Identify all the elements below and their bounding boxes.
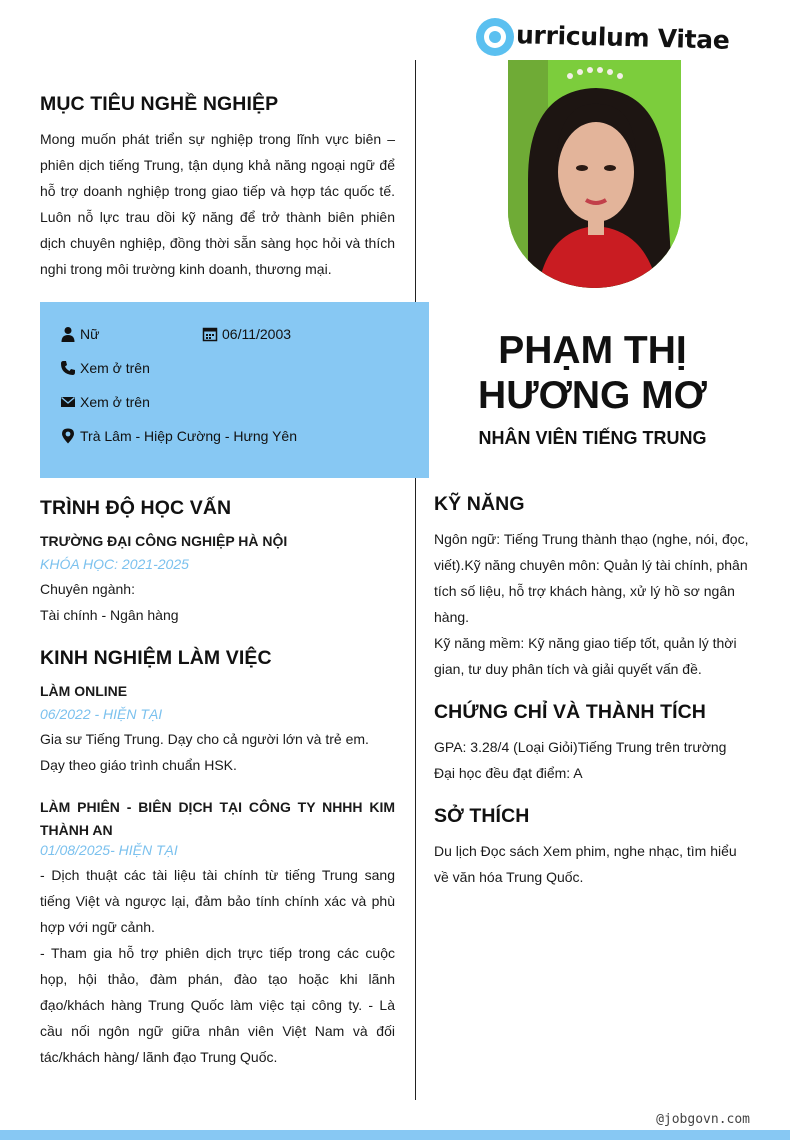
major-label: Chuyên ngành: <box>40 581 135 597</box>
candidate-name: PHẠM THỊ HƯƠNG MƠ <box>478 329 707 417</box>
skills-title: KỸ NĂNG <box>434 493 525 515</box>
job-company: LÀM PHIÊN - BIÊN DỊCH TẠI CÔNG TY NHHH KIM THÀNH AN <box>40 799 395 838</box>
major-value: Tài chính - Ngân hàng <box>40 607 179 623</box>
education-title: TRÌNH ĐỘ HỌC VẤN <box>40 497 232 519</box>
experience-title: KINH NGHIỆM LÀM VIỆC <box>40 647 272 669</box>
phone-icon <box>60 360 76 376</box>
skills-text: Ngôn ngữ: Tiếng Trung thành thạo (nghe, nói, đọc, viết).Kỹ năng chuyên môn: Quản lý tài chính, phân tích số liệu, hỗ trợ khách hàng, xử lý hồ sơ ngân hàng. Kỹ năng mềm: Kỹ năng giao tiếp tốt, quản lý thời gian, tư duy phân tích và giải quyết vấn đề. <box>434 531 749 677</box>
phone-value: Xem ở trên <box>80 360 150 376</box>
job-company: LÀM ONLINE <box>40 683 128 699</box>
gender-value: Nữ <box>80 326 100 342</box>
footer-url: @jobgovn.com <box>656 1112 750 1127</box>
objective-title: MỤC TIÊU NGHỀ NGHIỆP <box>40 93 279 115</box>
logo-c-icon <box>476 18 514 56</box>
dob-row <box>202 326 291 342</box>
calendar-icon <box>202 326 218 342</box>
profile-photo <box>508 60 681 288</box>
job-dates: 06/2022 - HIỆN TẠI <box>40 706 163 722</box>
logo-text: urriculum Vitae <box>515 19 730 55</box>
school-name: TRƯỜNG ĐẠI CÔNG NGHIỆP HÀ NỘI <box>40 533 288 549</box>
address-value: Trà Lâm - Hiệp Cường - Hưng Yên <box>80 428 298 444</box>
course-dates: KHÓA HỌC: 2021-2025 <box>40 556 189 572</box>
email-value: Xem ở trên <box>80 394 150 410</box>
column-divider <box>415 60 416 1100</box>
job-description: - Dịch thuật các tài liệu tài chính từ tiếng Trung sang tiếng Việt và ngược lại, đảm bảo tính chính xác và phù hợp với ngữ cảnh. - Tham gia hỗ trợ phiên dịch trực tiếp trong các cuộc họp, hội thảo, đàm phán, đào tạo hoặc khi lãnh đạo/khách hàng Trung Quốc làm việc tại công ty. - Là cầu nối ngôn ngữ giữa nhân viên Việt Nam và đối tác/khách hàng/ lãnh đạo Trung Quốc. <box>40 867 395 1065</box>
certificates-text: GPA: 3.28/4 (Loại Giỏi)Tiếng Trung trên trường Đại học đều đạt điểm: A <box>434 739 727 781</box>
job-dates: 01/08/2025- HIỆN TẠI <box>40 842 178 858</box>
contact-info-box <box>40 302 429 478</box>
map-pin-icon <box>60 428 76 444</box>
address-row <box>60 428 297 444</box>
job-title: NHÂN VIÊN TIẾNG TRUNG <box>478 428 707 448</box>
hobbies-title: SỞ THÍCH <box>434 805 530 827</box>
footer-bar <box>0 1130 790 1140</box>
hobbies-text: Du lịch Đọc sách Xem phim, nghe nhạc, tìm hiểu về văn hóa Trung Quốc. <box>434 843 737 885</box>
envelope-icon <box>60 394 76 410</box>
email-row <box>60 394 150 410</box>
job-description: Gia sư Tiếng Trung. Dạy cho cả người lớn và trẻ em. Dạy theo giáo trình chuẩn HSK. <box>40 731 369 773</box>
objective-text: Mong muốn phát triển sự nghiệp trong lĩnh vực biên – phiên dịch tiếng Trung, tận dụng khả năng ngoại ngữ để hỗ trợ doanh nghiệp trong giao tiếp và hợp tác quốc tế. Luôn nỗ lực trau dồi kỹ năng để trở thành biên phiên dịch chuyên nghiệp, đồng thời sẵn sàng học hỏi và thích nghi trong môi trường kinh doanh, thương mại. <box>40 131 395 277</box>
phone-row <box>60 360 150 376</box>
cv-logo <box>476 16 730 58</box>
person-icon <box>60 326 76 342</box>
dob-value: 06/11/2003 <box>222 326 292 342</box>
gender-row <box>60 326 99 342</box>
certificates-title: CHỨNG CHỈ VÀ THÀNH TÍCH <box>434 701 706 723</box>
